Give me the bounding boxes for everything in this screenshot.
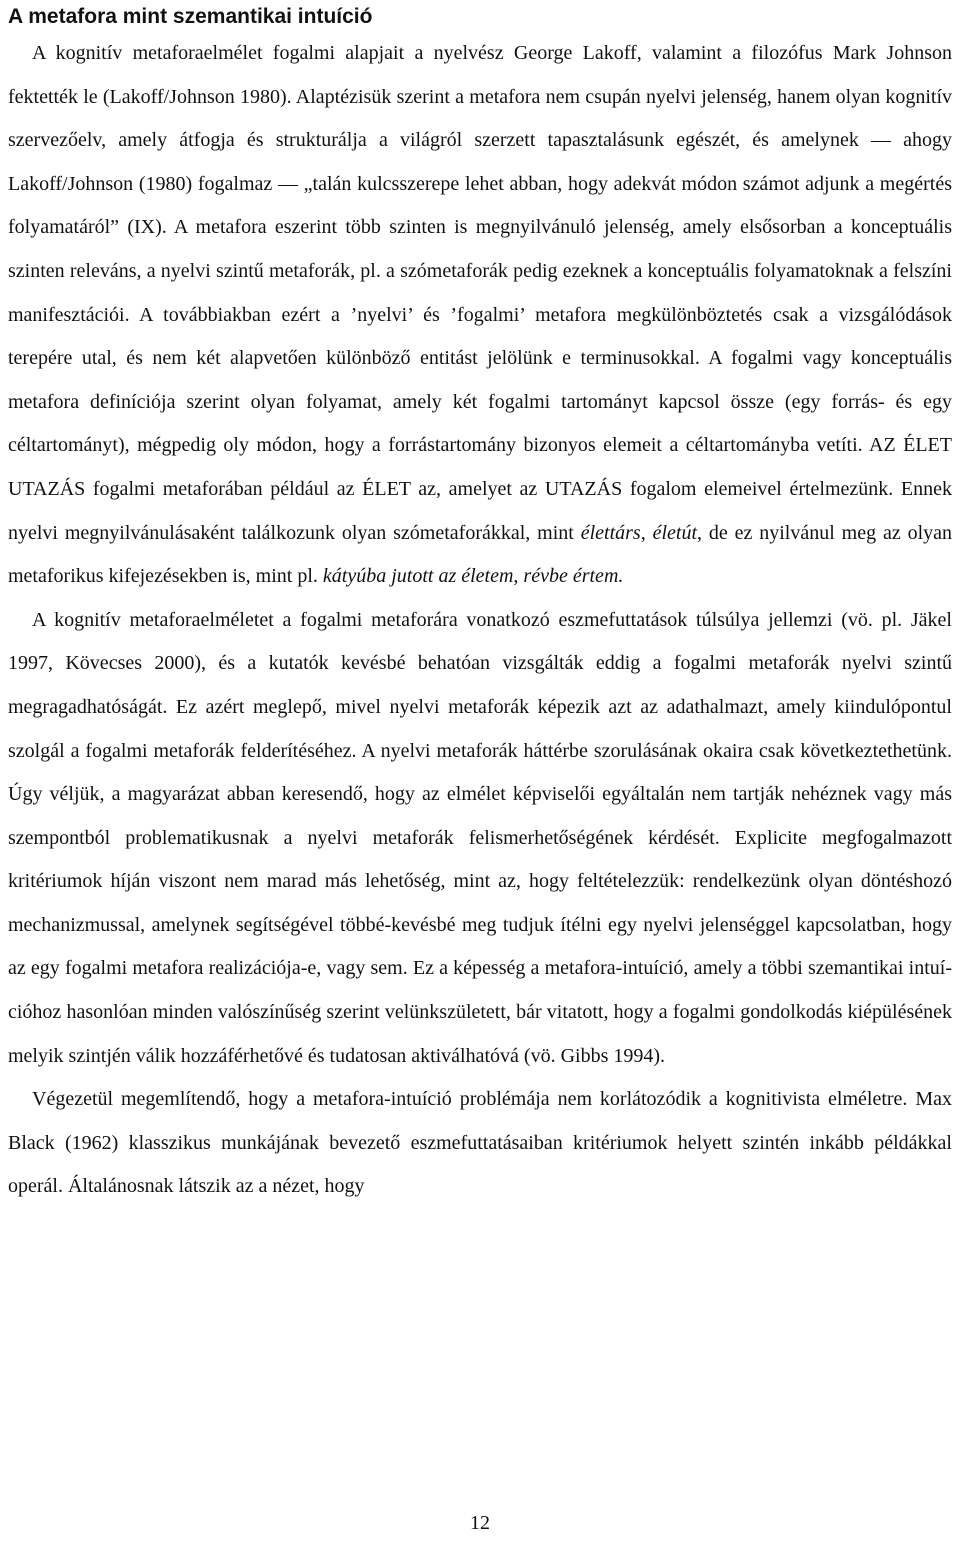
page-number: 12 [470, 1512, 490, 1534]
document-page [8, 0, 952, 1209]
italic-example-sentence: kátyúba jutott az életem, révbe értem. [322, 565, 624, 588]
italic-eletars: élettárs [580, 521, 641, 544]
paragraph-1-part-1: A kognitív metaforaelmélet fogalmi alapjait a nyelvész George Lakoff, valamint a filozófus Mark Johnson fektették le (Lakoff/Johnson 1980). Alaptézisük szerint a metafora nem csupán nyelvi jelenség, hanem olyan kognitív szervezőelv, amely átfogja és strukturálja a világról szerzett tapasztalásunk egészét, és amelynek — ahogy Lakoff/Johnson (1980) fogalmaz — „talán kulcsszerepe lehet abban, hogy adekvát módon számot adjunk a megértés folyamatáról” (IX). A metafora eszerint több szinten is megnyilvánuló jelenség, amely elsősorban a konceptuális szinten releváns, a nyelvi szintű metaforák, pl. a szómetaforák pedig ezeknek a konceptuális folyamatoknak a felszíni manifesztációi. A továbbiakban ezért a ’nyelvi’ és ’fogalmi’ metafora megkülönböztetés csak a vizsgálódások terepére utal, és nem két alapvetően különböző entitást jelölünk e terminusokkal. A fogalmi vagy konceptuális metafora definíciója szerint olyan folyamat, amely két fogalmi tartományt kapcsol össze (egy forrás- és egy céltartományt), mégpedig oly módon, hogy a forrástartomány bizonyos elemeit a céltartományba vetíti. AZ ÉLET UTAZÁS fogalmi metaforában például az ÉLET az, amelyet az UTAZÁS fogalom elemeivel értelmezünk. Ennek nyelvi megnyilvánulásaként találkozunk olyan szómetaforákkal, mint [8, 42, 952, 544]
paragraph-1 [8, 32, 952, 599]
paragraph-2: A kognitív metaforaelméletet a fogalmi metaforára vonatkozó eszmefuttatások túlsúlya jellemzi (vö. pl. Jäkel 1997, Kövecses 2000), és a kutatók kevésbé behatóan vizsgálták eddig a fogalmi metaforák nyelvi szintű megragadhatóságát. Ez azért meglepő, mivel nyelvi metaforák képezik azt az adathalmazt, amely kiindulópontul szolgál a fogalmi metaforák felderítéséhez. A nyelvi metaforák háttérbe szorulásának okaira csak következtethetünk. Úgy véljük, a magyarázat abban keresendő, hogy az elmélet képviselői egyáltalán nem tartják nehéznek vagy más szempontból problematikusnak a nyelvi metaforák felismerhetőségének kérdését. Explicite megfogalmazott kritériumok híján viszont nem marad más lehetőség, mint az, hogy feltételezzük: rendelkezünk olyan döntéshozó mechanizmussal, amelynek segítségével többé-kevésbé meg tudjuk ítélni egy nyelvi jelenséggel kapcsolatban, hogy az egy fogalmi metafora realizációja-e, vagy sem. Ez a képesség a metafora-intuíció, amely a többi szemantikai intuícióhoz hasonlóan minden valószínűség szerint velünkszületett, bár vitatott, hogy a fogalmi gondolkodás kiépülésének melyik szintjén válik hozzáférhetővé és tudatosan aktiválhatóvá (vö. Gibbs 1994). [8, 608, 952, 1067]
comma-1: , [640, 521, 653, 544]
section-heading: A metafora mint szemantikai intuíció [8, 5, 373, 28]
paragraph-1-part-2: , de ez nyilvánul meg az olyan metaforikus kifejezésekben is, mint pl. [8, 521, 952, 588]
italic-eletut: életút [652, 521, 698, 544]
paragraph-3: Végezetül megemlítendő, hogy a metafora-intuíció problémája nem korlátozódik a kognitivista elméletre. Max Black (1962) klasszikus munkájának bevezető eszmefuttatásaiban kritériumok helyett szintén inkább példákkal operál. Általánosnak látszik az a nézet, hogy [8, 1088, 952, 1198]
